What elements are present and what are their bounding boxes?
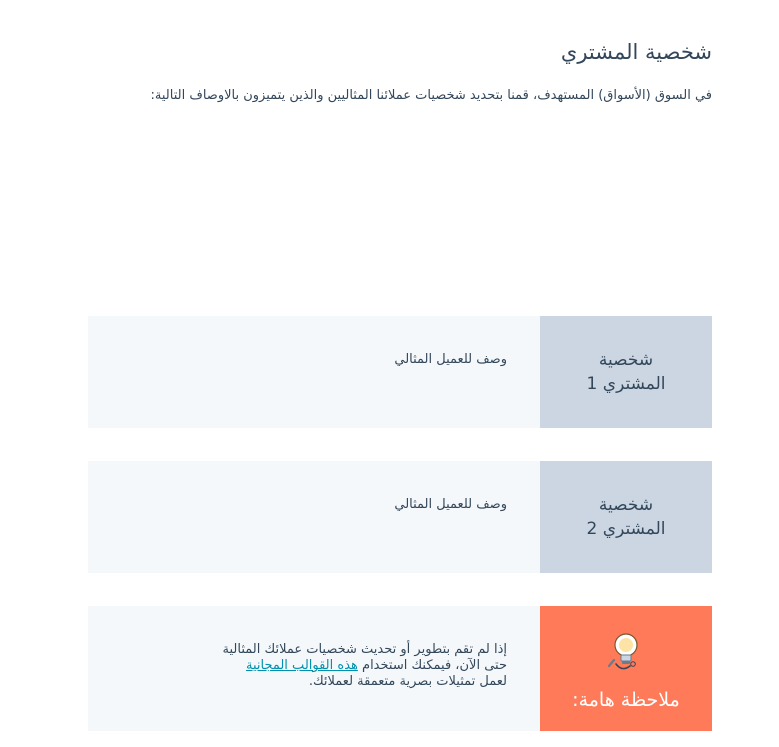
note-card <box>88 606 712 731</box>
note-title: ملاحظة هامة: <box>572 689 680 711</box>
persona-label-2 <box>540 461 712 573</box>
intro-paragraph: في السوق (الأسواق) المستهدف، قمنا بتحديد شخصيات عملائنا المثاليين والذين يتميزون بالاوصاف التالية: <box>150 88 712 103</box>
persona-label-line1: شخصية <box>598 495 654 515</box>
persona-description-1: وصف للعميل المثالي <box>88 316 540 428</box>
note-text <box>88 606 540 731</box>
persona-label-line2: المشتري 2 <box>586 519 666 539</box>
lightbulb-icon <box>606 630 646 674</box>
note-text-before: إذا لم تقم بتطوير أو تحديث شخصيات عملائك المثالية حتى الآن، فيمكنك استخدام <box>222 642 507 673</box>
persona-label-1 <box>540 316 712 428</box>
persona-card-2 <box>88 461 712 573</box>
persona-label-line1: شخصية <box>598 350 654 370</box>
persona-card-1 <box>88 316 712 428</box>
free-templates-link[interactable]: هذه القوالب المجانية <box>245 658 358 673</box>
note-label <box>540 606 712 731</box>
note-text-after: لعمل تمثيلات بصرية متعمقة لعملائك. <box>308 674 507 689</box>
persona-label-line2: المشتري 1 <box>586 374 666 394</box>
persona-description-2: وصف للعميل المثالي <box>88 461 540 573</box>
page-title: شخصية المشتري <box>560 40 712 64</box>
